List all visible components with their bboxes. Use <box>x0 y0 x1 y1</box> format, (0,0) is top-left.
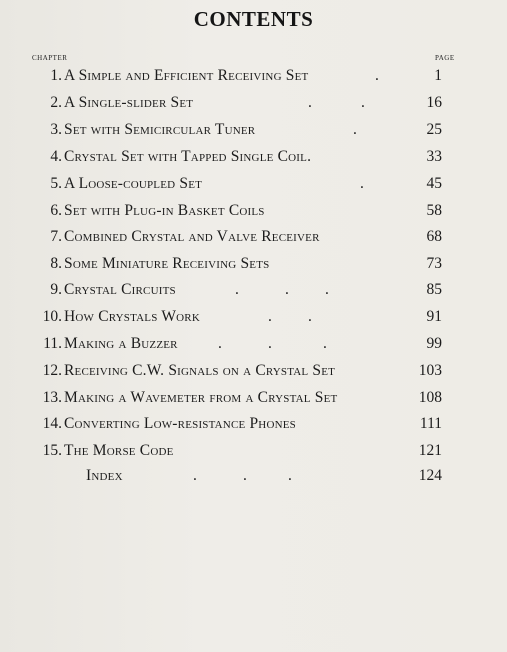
leader-dot: . <box>268 335 272 352</box>
chapter-number: 1. <box>50 67 62 84</box>
chapter-number: 10. <box>42 308 62 325</box>
chapter-number: 15. <box>42 442 62 459</box>
toc-entry[interactable] <box>0 442 507 464</box>
page-number: 99 <box>426 335 442 352</box>
toc-entry[interactable] <box>0 281 507 303</box>
chapter-title: Receiving C.W. Signals on a Crystal Set <box>64 362 336 379</box>
chapter-title: Combined Crystal and Valve Receiver <box>64 228 320 245</box>
toc-entry[interactable] <box>0 335 507 357</box>
toc-entry[interactable] <box>0 255 507 277</box>
chapter-title: A Simple and Efficient Receiving Set <box>64 67 309 84</box>
leader-dot: . <box>325 281 329 298</box>
leader-dot: . <box>375 67 379 84</box>
chapter-column-label: CHAPTER <box>32 54 68 62</box>
page-number: 33 <box>426 148 442 165</box>
page-number: 73 <box>426 255 442 272</box>
toc-entry[interactable] <box>0 415 507 437</box>
chapter-number: 11. <box>43 335 62 352</box>
chapter-number: 13. <box>42 389 62 406</box>
toc-entry[interactable] <box>0 148 507 170</box>
leader-dot: . <box>193 467 197 484</box>
toc-entry[interactable] <box>0 94 507 116</box>
chapter-number: 4. <box>50 148 62 165</box>
chapter-title: Making a Wavemeter from a Crystal Set <box>64 389 338 406</box>
chapter-number: 12. <box>42 362 62 379</box>
chapter-title: The Morse Code <box>64 442 174 459</box>
page-number: 103 <box>418 362 442 379</box>
toc-entry[interactable] <box>0 467 507 489</box>
page-number: 121 <box>418 442 442 459</box>
chapter-title: A Loose-coupled Set <box>64 175 203 192</box>
chapter-number: 14. <box>42 415 62 432</box>
page-title: CONTENTS <box>193 7 314 31</box>
chapter-title: Some Miniature Receiving Sets <box>64 255 270 272</box>
chapter-title: Crystal Set with Tapped Single Coil. <box>64 148 312 165</box>
page-number: 1 <box>434 67 442 84</box>
page-number: 111 <box>419 415 442 432</box>
chapter-title: Making a Buzzer <box>64 335 178 352</box>
page-number: 58 <box>426 202 442 219</box>
page-number: 68 <box>426 228 442 245</box>
toc-entry[interactable] <box>0 308 507 330</box>
chapter-title: Crystal Circuits <box>64 281 176 298</box>
chapter-number: 2. <box>50 94 62 111</box>
chapter-number: 3. <box>50 121 62 138</box>
toc-entry[interactable] <box>0 121 507 143</box>
leader-dot: . <box>308 308 312 325</box>
page-column-label: PAGE <box>435 54 455 62</box>
chapter-title: A Single-slider Set <box>64 94 194 111</box>
leader-dot: . <box>243 467 247 484</box>
page-number: 108 <box>418 389 442 406</box>
chapter-title: Index <box>86 467 123 484</box>
page-number: 91 <box>426 308 442 325</box>
page-number: 45 <box>426 175 442 192</box>
leader-dot: . <box>285 281 289 298</box>
toc-entry[interactable] <box>0 228 507 250</box>
leader-dot: . <box>308 94 312 111</box>
chapter-number: 5. <box>50 175 62 192</box>
leader-dot: . <box>360 175 364 192</box>
leader-dot: . <box>353 121 357 138</box>
leader-dot: . <box>235 281 239 298</box>
leader-dot: . <box>323 335 327 352</box>
page-number: 16 <box>426 94 442 111</box>
toc-entry[interactable] <box>0 362 507 384</box>
toc-entry[interactable] <box>0 175 507 197</box>
chapter-number: 6. <box>50 202 62 219</box>
leader-dot: . <box>361 94 365 111</box>
chapter-title: Set with Semicircular Tuner <box>64 121 256 138</box>
toc-entry[interactable] <box>0 389 507 411</box>
toc-entry[interactable] <box>0 202 507 224</box>
page-number: 124 <box>418 467 442 484</box>
leader-dot: . <box>218 335 222 352</box>
leader-dot: . <box>288 467 292 484</box>
leader-dot: . <box>268 308 272 325</box>
chapter-title: Set with Plug-in Basket Coils <box>64 202 265 219</box>
page-number: 25 <box>426 121 442 138</box>
page-number: 85 <box>426 281 442 298</box>
chapter-title: How Crystals Work <box>64 308 200 325</box>
toc-entry[interactable] <box>0 67 507 89</box>
chapter-title: Converting Low-resistance Phones <box>64 415 296 432</box>
chapter-number: 7. <box>50 228 62 245</box>
chapter-number: 9. <box>50 281 62 298</box>
chapter-number: 8. <box>50 255 62 272</box>
